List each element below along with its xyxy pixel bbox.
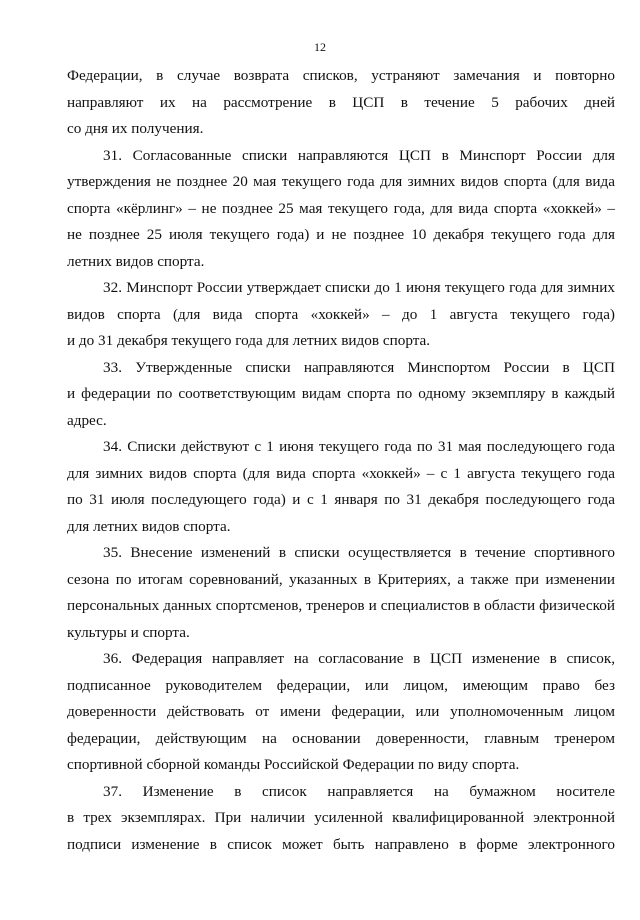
text-line: по 31 июля последующего года) и с 1 января по 31 декабря последующего года xyxy=(67,491,615,508)
text-line: летних видов спорта. xyxy=(67,253,205,270)
text-line: в трех экземплярах. При наличии усиленной квалифицированной электронной xyxy=(67,809,615,826)
paragraph-31-line: 31. Согласованные списки направляются ЦСП в Минспорт России для xyxy=(103,147,615,164)
text-line: видов спорта (для вида спорта «хоккей» – до 1 августа текущего года) xyxy=(67,306,615,323)
paragraph-37-line: 37. Изменение в список направляется на бумажном носителе xyxy=(103,783,615,800)
text-line: подписи изменение в список может быть направлено в форме электронного xyxy=(67,836,615,853)
text-line: доверенности действовать от имени федерации, или уполномоченным лицом xyxy=(67,703,615,720)
paragraph-32-line: 32. Минспорт России утверждает списки до 1 июня текущего года для зимних xyxy=(103,279,615,296)
text-line: спортивной сборной команды Российской Федерации по виду спорта. xyxy=(67,756,520,773)
paragraph-34-line: 34. Списки действуют с 1 июня текущего года по 31 мая последующего года xyxy=(103,438,615,455)
text-line: не позднее 25 июля текущего года) и не позднее 10 декабря текущего года для xyxy=(67,226,615,243)
text-line: подписанное руководителем федерации, или лицом, имеющим право без xyxy=(67,677,615,694)
text-line: сезона по итогам соревнований, указанных в Критериях, а также при изменении xyxy=(67,571,615,588)
text-line: Федерации, в случае возврата списков, устраняют замечания и повторно xyxy=(67,67,615,84)
text-line: для летних видов спорта. xyxy=(67,518,231,535)
paragraph-36-line: 36. Федерация направляет на согласование в ЦСП изменение в список, xyxy=(103,650,615,667)
paragraph-35-line: 35. Внесение изменений в списки осуществляется в течение спортивного xyxy=(103,544,615,561)
text-line: спорта «кёрлинг» – не позднее 25 мая текущего года, для вида спорта «хоккей» – xyxy=(67,200,615,217)
text-line: федерации, действующим на основании доверенности, главным тренером xyxy=(67,730,615,747)
paragraph-33-line: 33. Утвержденные списки направляются Минспортом России в ЦСП xyxy=(103,359,615,376)
page-number: 12 xyxy=(314,40,326,54)
text-line: персональных данных спортсменов, тренеров и специалистов в области физической xyxy=(67,597,615,614)
text-line: для зимних видов спорта (для вида спорта «хоккей» – с 1 августа текущего года xyxy=(67,465,615,482)
text-line: направляют их на рассмотрение в ЦСП в течение 5 рабочих дней xyxy=(67,94,615,111)
text-line: и до 31 декабря текущего года для летних видов спорта. xyxy=(67,332,431,349)
text-line: адрес. xyxy=(67,412,107,429)
text-line: утверждения не позднее 20 мая текущего года для зимних видов спорта (для вида xyxy=(67,173,615,190)
text-line: со дня их получения. xyxy=(67,120,204,137)
text-line: культуры и спорта. xyxy=(67,624,190,641)
text-line: и федерации по соответствующим видам спорта по одному экземпляру в каждый xyxy=(67,385,615,402)
